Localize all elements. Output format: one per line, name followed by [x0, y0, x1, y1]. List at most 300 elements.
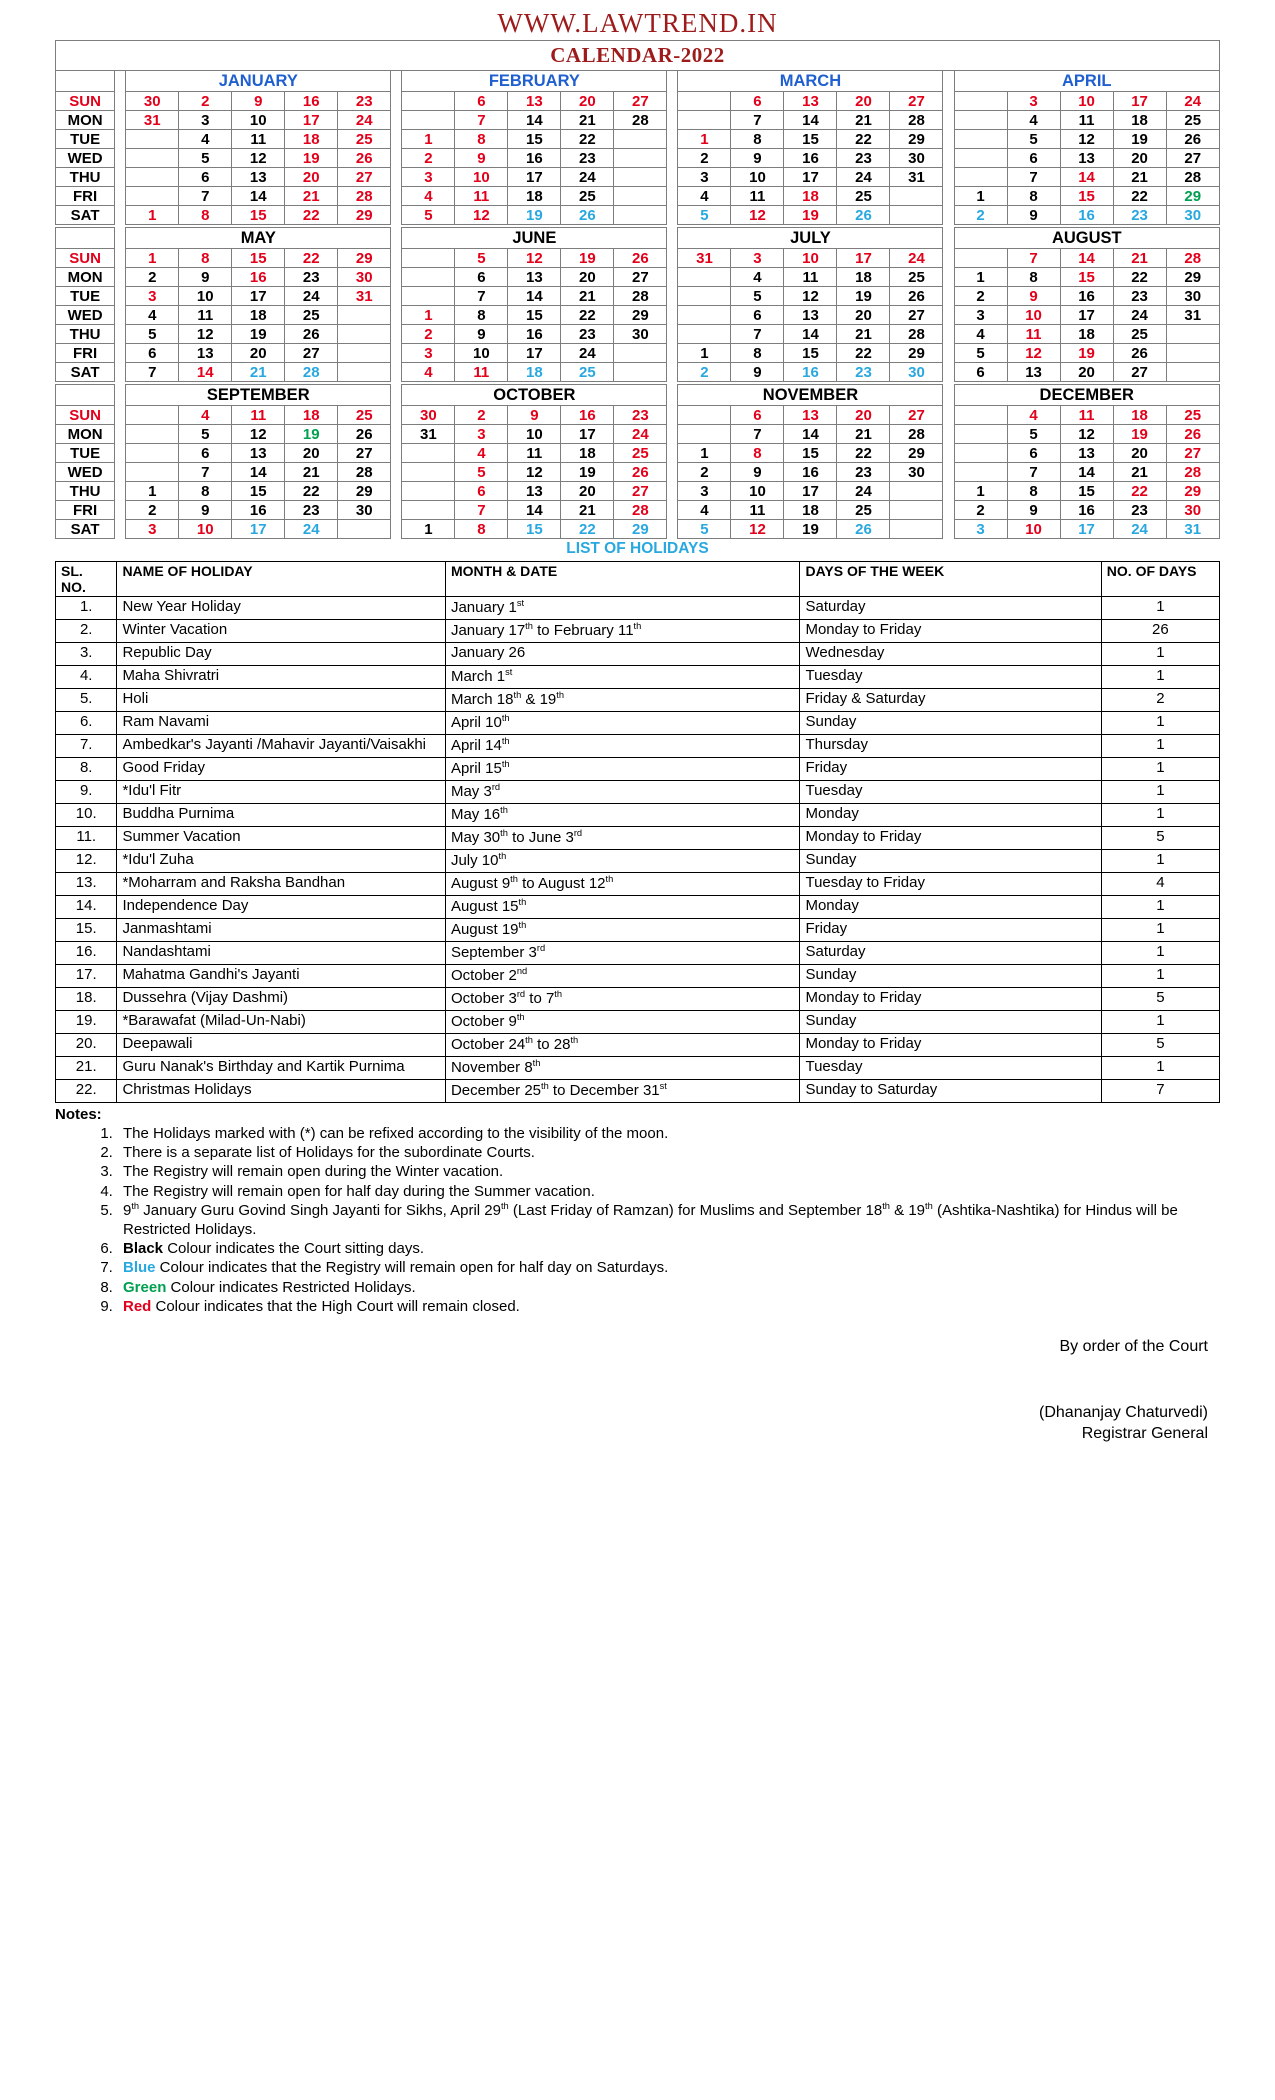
day-label-sun: SUN [56, 92, 115, 111]
calendar-day-cell [338, 306, 391, 325]
column-spacer [391, 249, 402, 268]
calendar-day-cell: 6 [126, 344, 179, 363]
calendar-day-cell: 28 [285, 363, 338, 382]
calendar-day-cell [402, 111, 455, 130]
column-spacer [391, 306, 402, 325]
calendar-day-cell: 14 [232, 187, 285, 206]
calendar-day-cell: 14 [784, 325, 837, 344]
table-row [56, 620, 1220, 643]
calendar-day-cell: 4 [402, 363, 455, 382]
calendar-day-cell: 22 [561, 306, 614, 325]
calendar-day-cell: 28 [1166, 249, 1219, 268]
column-spacer [391, 92, 402, 111]
calendar-day-cell: 13 [508, 92, 561, 111]
calendar-day-cell: 20 [285, 444, 338, 463]
calendar-day-cell: 7 [1007, 463, 1060, 482]
column-spacer [115, 406, 126, 425]
holiday-day-count: 1 [1101, 758, 1219, 781]
calendar-day-cell: 21 [561, 501, 614, 520]
calendar-day-cell: 8 [455, 520, 508, 539]
calendar-day-cell [678, 306, 731, 325]
calendar-day-cell: 26 [1166, 425, 1219, 444]
calendar-week-row [56, 501, 1220, 520]
calendar-day-cell: 20 [1060, 363, 1113, 382]
holiday-day-count: 5 [1101, 1034, 1219, 1057]
calendar-day-cell [954, 168, 1007, 187]
calendar-day-cell [678, 92, 731, 111]
calendar-day-cell [126, 406, 179, 425]
calendar-day-cell: 13 [1060, 149, 1113, 168]
calendar-day-cell: 29 [614, 520, 667, 539]
holiday-serial: 16. [56, 942, 117, 965]
calendar-day-cell [954, 111, 1007, 130]
calendar-day-cell: 28 [890, 425, 943, 444]
day-label-thu: THU [56, 325, 115, 344]
calendar-day-cell: 11 [232, 406, 285, 425]
calendar-day-cell: 2 [402, 325, 455, 344]
calendar-day-cell: 24 [285, 520, 338, 539]
calendar-day-cell [954, 149, 1007, 168]
holiday-day-count: 1 [1101, 942, 1219, 965]
calendar-day-cell: 2 [954, 501, 1007, 520]
holiday-weekday: Monday to Friday [800, 988, 1101, 1011]
column-header-month-date: MONTH & DATE [445, 562, 800, 597]
column-spacer [391, 268, 402, 287]
calendar-day-cell: 30 [1166, 287, 1219, 306]
calendar-title: CALENDAR-2022 [56, 41, 1220, 71]
holiday-name: Guru Nanak's Birthday and Kartik Purnima [117, 1057, 446, 1080]
calendar-day-cell: 8 [731, 130, 784, 149]
calendar-day-cell: 5 [455, 463, 508, 482]
calendar-day-cell [402, 444, 455, 463]
calendar-day-cell: 7 [455, 287, 508, 306]
holiday-weekday: Thursday [800, 735, 1101, 758]
calendar-day-cell: 8 [179, 482, 232, 501]
calendar-day-cell [614, 168, 667, 187]
day-label-mon: MON [56, 268, 115, 287]
calendar-day-cell: 4 [1007, 406, 1060, 425]
holiday-weekday: Wednesday [800, 643, 1101, 666]
column-spacer [667, 363, 678, 382]
column-spacer [943, 444, 954, 463]
column-spacer [943, 344, 954, 363]
column-spacer [943, 325, 954, 344]
calendar-day-cell: 10 [455, 344, 508, 363]
calendar-day-cell: 24 [1113, 520, 1166, 539]
calendar-day-cell: 30 [1166, 206, 1219, 225]
calendar-day-cell: 18 [285, 406, 338, 425]
calendar-day-cell: 8 [731, 444, 784, 463]
table-row [56, 988, 1220, 1011]
calendar-day-cell [614, 187, 667, 206]
calendar-day-cell: 12 [179, 325, 232, 344]
calendar-day-cell: 2 [678, 363, 731, 382]
column-spacer [943, 228, 954, 249]
holiday-name: *Idu'l Fitr [117, 781, 446, 804]
calendar-day-cell: 16 [232, 268, 285, 287]
holiday-day-count: 1 [1101, 1057, 1219, 1080]
holiday-weekday: Sunday [800, 850, 1101, 873]
calendar-day-cell: 7 [731, 325, 784, 344]
column-spacer [115, 228, 126, 249]
day-label-wed: WED [56, 306, 115, 325]
calendar-day-cell: 24 [837, 482, 890, 501]
calendar-day-cell: 10 [731, 168, 784, 187]
table-row [56, 804, 1220, 827]
table-row [56, 712, 1220, 735]
column-spacer [943, 287, 954, 306]
holiday-date: April 14th [445, 735, 800, 758]
holiday-weekday: Saturday [800, 942, 1101, 965]
calendar-day-cell [890, 187, 943, 206]
holiday-serial: 18. [56, 988, 117, 1011]
column-spacer [391, 463, 402, 482]
calendar-day-cell: 26 [338, 149, 391, 168]
calendar-day-cell: 2 [126, 268, 179, 287]
calendar-day-cell: 5 [678, 520, 731, 539]
calendar-day-cell: 6 [954, 363, 1007, 382]
calendar-day-cell: 30 [614, 325, 667, 344]
calendar-day-cell: 4 [678, 501, 731, 520]
column-spacer [667, 406, 678, 425]
holiday-serial: 3. [56, 643, 117, 666]
holiday-name: Nandashtami [117, 942, 446, 965]
calendar-day-cell: 14 [1060, 249, 1113, 268]
holiday-date: January 1st [445, 597, 800, 620]
calendar-day-cell: 6 [731, 92, 784, 111]
calendar-day-cell [614, 206, 667, 225]
holiday-date: November 8th [445, 1057, 800, 1080]
month-name-august: AUGUST [954, 228, 1219, 249]
calendar-day-cell: 8 [731, 344, 784, 363]
calendar-day-cell: 14 [508, 501, 561, 520]
calendar-day-cell: 1 [678, 130, 731, 149]
calendar-day-cell: 9 [232, 92, 285, 111]
calendar-day-cell: 20 [1113, 444, 1166, 463]
day-label-tue: TUE [56, 287, 115, 306]
calendar-day-cell: 25 [837, 187, 890, 206]
holiday-serial: 2. [56, 620, 117, 643]
calendar-day-cell: 2 [179, 92, 232, 111]
calendar-day-cell: 23 [561, 149, 614, 168]
calendar-day-cell: 25 [338, 406, 391, 425]
calendar-day-cell: 21 [837, 111, 890, 130]
month-row-corner [56, 71, 115, 92]
holiday-date: January 26 [445, 643, 800, 666]
table-row [56, 827, 1220, 850]
calendar-day-cell: 9 [731, 149, 784, 168]
calendar-day-cell [954, 406, 1007, 425]
column-spacer [391, 168, 402, 187]
calendar-day-cell: 9 [731, 363, 784, 382]
calendar-day-cell: 4 [179, 406, 232, 425]
column-spacer [115, 325, 126, 344]
calendar-day-cell [338, 344, 391, 363]
calendar-day-cell: 5 [731, 287, 784, 306]
calendar-day-cell: 6 [731, 406, 784, 425]
calendar-day-cell: 4 [126, 306, 179, 325]
calendar-day-cell: 15 [1060, 268, 1113, 287]
calendar-day-cell: 21 [1113, 463, 1166, 482]
calendar-day-cell: 17 [784, 482, 837, 501]
calendar-day-cell: 4 [402, 187, 455, 206]
column-spacer [391, 520, 402, 539]
holiday-date: October 24th to 28th [445, 1034, 800, 1057]
calendar-day-cell: 14 [1060, 463, 1113, 482]
calendar-day-cell: 21 [561, 111, 614, 130]
month-name-july: JULY [678, 228, 943, 249]
calendar-day-cell: 23 [285, 268, 338, 287]
holiday-weekday: Monday to Friday [800, 620, 1101, 643]
calendar-week-row [56, 268, 1220, 287]
holiday-day-count: 5 [1101, 827, 1219, 850]
calendar-day-cell: 7 [1007, 249, 1060, 268]
calendar-day-cell: 17 [508, 168, 561, 187]
day-label-tue: TUE [56, 130, 115, 149]
calendar-day-cell: 17 [1060, 306, 1113, 325]
calendar-day-cell: 10 [1060, 92, 1113, 111]
day-label-mon: MON [56, 111, 115, 130]
calendar-day-cell: 9 [179, 268, 232, 287]
calendar-day-cell: 5 [678, 206, 731, 225]
calendar-day-cell: 19 [837, 287, 890, 306]
holiday-serial: 14. [56, 896, 117, 919]
day-label-fri: FRI [56, 344, 115, 363]
holiday-name: *Idu'l Zuha [117, 850, 446, 873]
calendar-day-cell: 26 [561, 206, 614, 225]
column-spacer [115, 287, 126, 306]
table-row [56, 643, 1220, 666]
table-row [56, 942, 1220, 965]
calendar-day-cell [954, 444, 1007, 463]
column-spacer [943, 425, 954, 444]
holiday-weekday: Tuesday [800, 1057, 1101, 1080]
column-header-no-of-days: NO. OF DAYS [1101, 562, 1219, 597]
holiday-name: *Barawafat (Milad-Un-Nabi) [117, 1011, 446, 1034]
column-spacer [391, 501, 402, 520]
calendar-day-cell: 25 [837, 501, 890, 520]
calendar-day-cell: 10 [179, 287, 232, 306]
holiday-weekday: Friday [800, 919, 1101, 942]
calendar-day-cell: 23 [1113, 287, 1166, 306]
calendar-day-cell: 26 [890, 287, 943, 306]
calendar-day-cell: 26 [285, 325, 338, 344]
column-spacer [391, 425, 402, 444]
holiday-weekday: Tuesday [800, 781, 1101, 804]
calendar-day-cell: 23 [614, 406, 667, 425]
calendar-day-cell: 12 [508, 249, 561, 268]
column-spacer [667, 111, 678, 130]
calendar-day-cell: 6 [1007, 149, 1060, 168]
calendar-day-cell [678, 287, 731, 306]
holiday-day-count: 1 [1101, 804, 1219, 827]
calendar-day-cell [402, 482, 455, 501]
calendar-day-cell: 17 [837, 249, 890, 268]
column-spacer [943, 520, 954, 539]
holiday-date: October 3rd to 7th [445, 988, 800, 1011]
column-spacer [943, 111, 954, 130]
table-row [56, 597, 1220, 620]
calendar-day-cell: 27 [614, 92, 667, 111]
calendar-day-cell: 17 [1113, 92, 1166, 111]
calendar-day-cell: 7 [179, 187, 232, 206]
holiday-serial: 15. [56, 919, 117, 942]
table-row [56, 666, 1220, 689]
calendar-day-cell: 12 [232, 425, 285, 444]
calendar-day-cell: 30 [338, 501, 391, 520]
calendar-day-cell: 16 [508, 325, 561, 344]
calendar-day-cell: 18 [508, 363, 561, 382]
holiday-name: Good Friday [117, 758, 446, 781]
calendar-day-cell: 5 [455, 249, 508, 268]
holiday-date: September 3rd [445, 942, 800, 965]
holiday-day-count: 1 [1101, 919, 1219, 942]
column-spacer [943, 501, 954, 520]
calendar-day-cell [678, 111, 731, 130]
day-label-sun: SUN [56, 249, 115, 268]
column-spacer [391, 71, 402, 92]
calendar-day-cell: 5 [1007, 130, 1060, 149]
note-item: 1. The Holidays marked with (*) can be refixed according to the visibility of the moon. [117, 1124, 1220, 1143]
calendar-day-cell: 26 [1166, 130, 1219, 149]
calendar-day-cell: 27 [1166, 444, 1219, 463]
column-spacer [115, 501, 126, 520]
calendar-day-cell: 10 [232, 111, 285, 130]
month-name-september: SEPTEMBER [126, 385, 391, 406]
calendar-day-cell: 16 [1060, 287, 1113, 306]
calendar-day-cell: 19 [285, 425, 338, 444]
calendar-day-cell: 15 [784, 130, 837, 149]
calendar-day-cell: 24 [614, 425, 667, 444]
holiday-weekday: Monday to Friday [800, 827, 1101, 850]
column-spacer [115, 92, 126, 111]
calendar-day-cell [954, 130, 1007, 149]
column-spacer [667, 463, 678, 482]
calendar-day-cell: 23 [338, 92, 391, 111]
month-name-june: JUNE [402, 228, 667, 249]
note-item: 4. The Registry will remain open for half day during the Summer vacation. [117, 1182, 1220, 1201]
column-spacer [943, 149, 954, 168]
calendar-day-cell: 13 [1060, 444, 1113, 463]
holiday-serial: 21. [56, 1057, 117, 1080]
holiday-date: April 10th [445, 712, 800, 735]
calendar-day-cell: 8 [1007, 482, 1060, 501]
calendar-week-row [56, 344, 1220, 363]
holiday-day-count: 1 [1101, 896, 1219, 919]
calendar-day-cell: 11 [455, 363, 508, 382]
holiday-date: May 30th to June 3rd [445, 827, 800, 850]
calendar-day-cell: 7 [455, 111, 508, 130]
holiday-date: May 16th [445, 804, 800, 827]
day-label-tue: TUE [56, 444, 115, 463]
month-name-december: DECEMBER [954, 385, 1219, 406]
column-spacer [943, 406, 954, 425]
calendar-day-cell: 21 [285, 187, 338, 206]
calendar-day-cell [402, 249, 455, 268]
calendar-day-cell: 11 [1060, 406, 1113, 425]
holiday-day-count: 26 [1101, 620, 1219, 643]
calendar-day-cell [338, 363, 391, 382]
calendar-day-cell [402, 501, 455, 520]
day-label-sat: SAT [56, 206, 115, 225]
notes-heading: Notes: [55, 1106, 102, 1123]
note-item: 3. The Registry will remain open during the Winter vacation. [117, 1162, 1220, 1181]
holiday-weekday: Monday [800, 804, 1101, 827]
calendar-day-cell: 16 [784, 463, 837, 482]
calendar-day-cell: 16 [1060, 206, 1113, 225]
calendar-day-cell: 25 [561, 187, 614, 206]
calendar-day-cell: 29 [1166, 187, 1219, 206]
calendar-day-cell: 10 [784, 249, 837, 268]
calendar-day-cell: 5 [402, 206, 455, 225]
holiday-serial: 11. [56, 827, 117, 850]
column-spacer [943, 130, 954, 149]
calendar-day-cell: 2 [954, 206, 1007, 225]
calendar-day-cell: 19 [232, 325, 285, 344]
column-spacer [667, 206, 678, 225]
calendar-day-cell: 30 [126, 92, 179, 111]
calendar-day-cell: 26 [338, 425, 391, 444]
calendar-day-cell: 2 [954, 287, 1007, 306]
calendar-day-cell: 21 [561, 287, 614, 306]
month-name-october: OCTOBER [402, 385, 667, 406]
calendar-day-cell: 3 [455, 425, 508, 444]
calendar-day-cell: 3 [402, 344, 455, 363]
calendar-day-cell: 6 [455, 268, 508, 287]
registrar-name: (Dhananjay Chaturvedi) [1039, 1403, 1208, 1421]
column-spacer [667, 130, 678, 149]
calendar-day-cell [890, 482, 943, 501]
column-spacer [667, 149, 678, 168]
holiday-date: December 25th to December 31st [445, 1080, 800, 1103]
holiday-weekday: Sunday [800, 965, 1101, 988]
calendar-day-cell: 27 [614, 482, 667, 501]
calendar-day-cell: 6 [731, 306, 784, 325]
holiday-weekday: Tuesday to Friday [800, 873, 1101, 896]
holiday-name: Deepawali [117, 1034, 446, 1057]
calendar-day-cell: 12 [1060, 130, 1113, 149]
holiday-serial: 19. [56, 1011, 117, 1034]
calendar-day-cell: 29 [890, 130, 943, 149]
calendar-day-cell: 16 [784, 149, 837, 168]
calendar-day-cell: 14 [179, 363, 232, 382]
calendar-week-row [56, 463, 1220, 482]
calendar-day-cell: 5 [126, 325, 179, 344]
column-spacer [391, 363, 402, 382]
notes-list [55, 1124, 1220, 1316]
calendar-day-cell: 27 [1113, 363, 1166, 382]
column-spacer [391, 444, 402, 463]
calendar-day-cell: 27 [890, 92, 943, 111]
calendar-day-cell: 19 [1113, 425, 1166, 444]
calendar-day-cell: 19 [1113, 130, 1166, 149]
calendar-day-cell: 25 [285, 306, 338, 325]
column-spacer [115, 385, 126, 406]
holiday-weekday: Sunday [800, 1011, 1101, 1034]
holiday-day-count: 4 [1101, 873, 1219, 896]
calendar-day-cell: 4 [678, 187, 731, 206]
calendar-day-cell: 27 [1166, 149, 1219, 168]
calendar-day-cell: 17 [784, 168, 837, 187]
holiday-day-count: 1 [1101, 597, 1219, 620]
table-header-row [56, 562, 1220, 597]
list-of-holidays-title: LIST OF HOLIDAYS [566, 540, 709, 557]
calendar-day-cell: 3 [1007, 92, 1060, 111]
calendar-day-cell: 11 [784, 268, 837, 287]
holiday-day-count: 2 [1101, 689, 1219, 712]
column-spacer [667, 501, 678, 520]
calendar-week-row [56, 130, 1220, 149]
